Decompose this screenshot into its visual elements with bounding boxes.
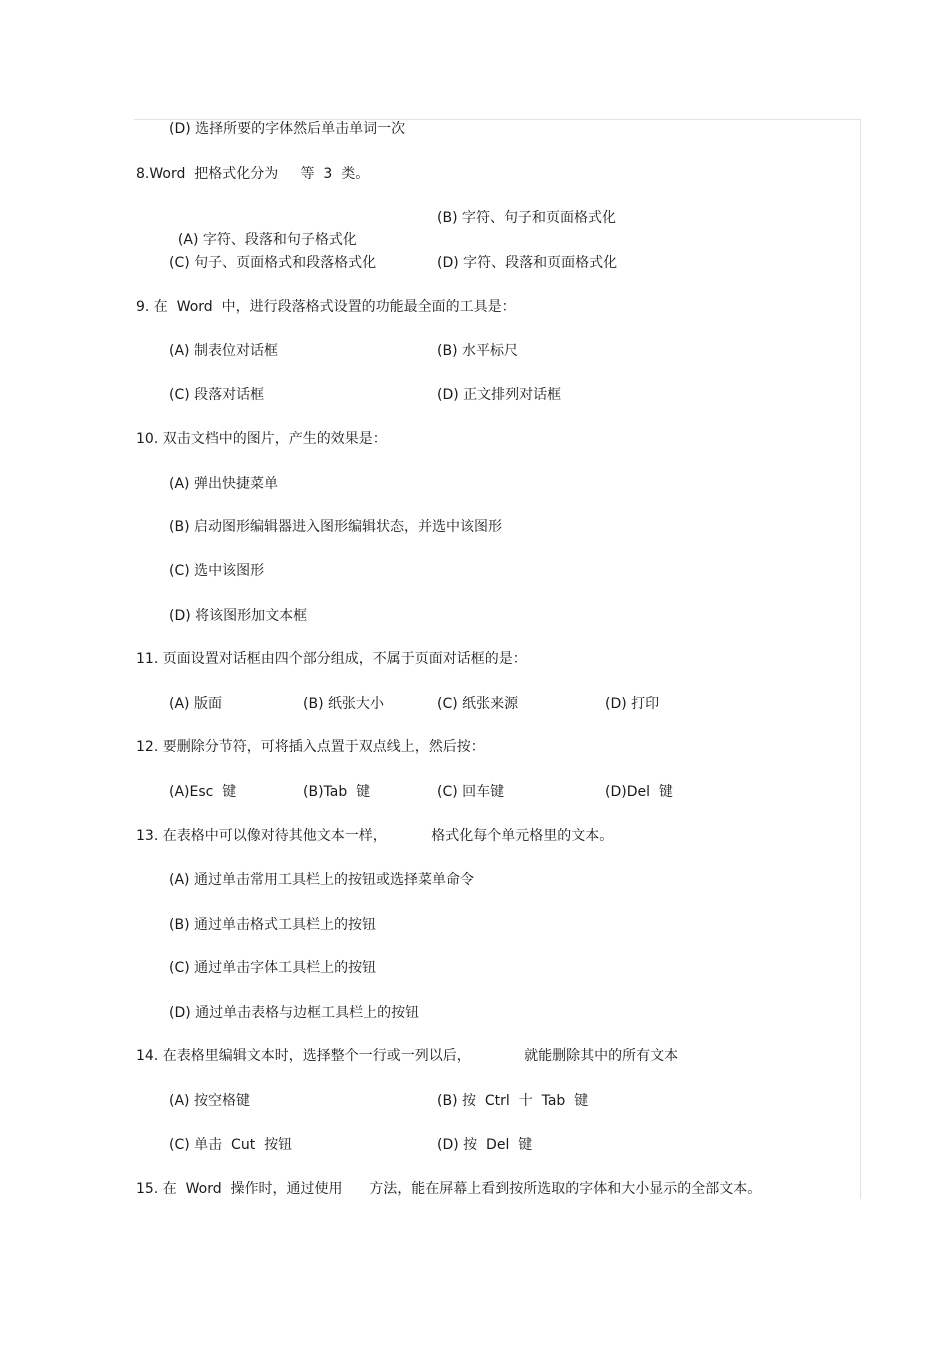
question-10: 10. 双击文档中的图片，产生的效果是：: [136, 431, 387, 447]
option-10c: (C) 选中该图形: [169, 563, 265, 579]
option-13b: (B) 通过单击格式工具栏上的按钮: [169, 917, 376, 933]
option-14a: (A) 按空格键: [169, 1093, 250, 1109]
question-15: 15. 在 Word 操作时，通过使用 方法，能在屏幕上看到按所选取的字体和大小显示的全部文本。: [136, 1181, 762, 1197]
question-14: 14. 在表格里编辑文本时，选择整个一行或一列以后， 就能删除其中的所有文本: [136, 1048, 679, 1064]
option-14d: (D) 按 Del 键: [437, 1137, 533, 1153]
option-10b: (B) 启动图形编辑器进入图形编辑状态，并选中该图形: [169, 519, 502, 535]
page-border-right: [860, 119, 861, 1199]
option-11b: (B) 纸张大小: [303, 696, 384, 712]
option-14c: (C) 单击 Cut 按钮: [169, 1137, 293, 1153]
option-10d: (D) 将该图形加文本框: [169, 608, 308, 624]
option-11a: (A) 版面: [169, 696, 222, 712]
option-14b: (B) 按 Ctrl 十 Tab 键: [437, 1093, 589, 1109]
option-9d: (D) 正文排列对话框: [437, 387, 562, 403]
question-8: 8.Word 把格式化分为 等 3 类。: [136, 166, 370, 182]
option-11c: (C) 纸张来源: [437, 696, 519, 712]
option-12a: (A)Esc 键: [169, 784, 237, 800]
option-11d: (D) 打印: [605, 696, 660, 712]
question-12: 12. 要删除分节符，可将插入点置于双点线上，然后按：: [136, 739, 485, 755]
option-10a: (A) 弹出快捷菜单: [169, 476, 278, 492]
option-13d: (D) 通过单击表格与边框工具栏上的按钮: [169, 1005, 420, 1021]
option-9b: (B) 水平标尺: [437, 343, 518, 359]
option-8b: (B) 字符、句子和页面格式化: [437, 210, 616, 226]
option-8a: (A) 字符、段落和句子格式化: [177, 232, 357, 248]
option-8c: (C) 句子、页面格式和段落格式化: [169, 255, 377, 271]
option-8d: (D) 字符、段落和页面格式化: [437, 255, 618, 271]
question-9: 9. 在 Word 中，进行段落格式设置的功能最全面的工具是：: [136, 299, 516, 315]
option-13a: (A) 通过单击常用工具栏上的按钮或选择菜单命令: [169, 872, 474, 888]
option-9c: (C) 段落对话框: [169, 387, 265, 403]
option-13c: (C) 通过单击字体工具栏上的按钮: [169, 960, 377, 976]
question-13: 13. 在表格中可以像对待其他文本一样， 格式化每个单元格里的文本。: [136, 828, 614, 844]
option-12b: (B)Tab 键: [303, 784, 371, 800]
option-9a: (A) 制表位对话框: [169, 343, 278, 359]
option-8-row1: [169, 207, 357, 248]
option-12d: (D)Del 键: [605, 784, 673, 800]
option-7d: (D) 选择所要的字体然后单击单词一次: [169, 121, 406, 137]
question-11: 11. 页面设置对话框由四个部分组成，不属于页面对话框的是：: [136, 651, 527, 667]
option-12c: (C) 回车键: [437, 784, 505, 800]
